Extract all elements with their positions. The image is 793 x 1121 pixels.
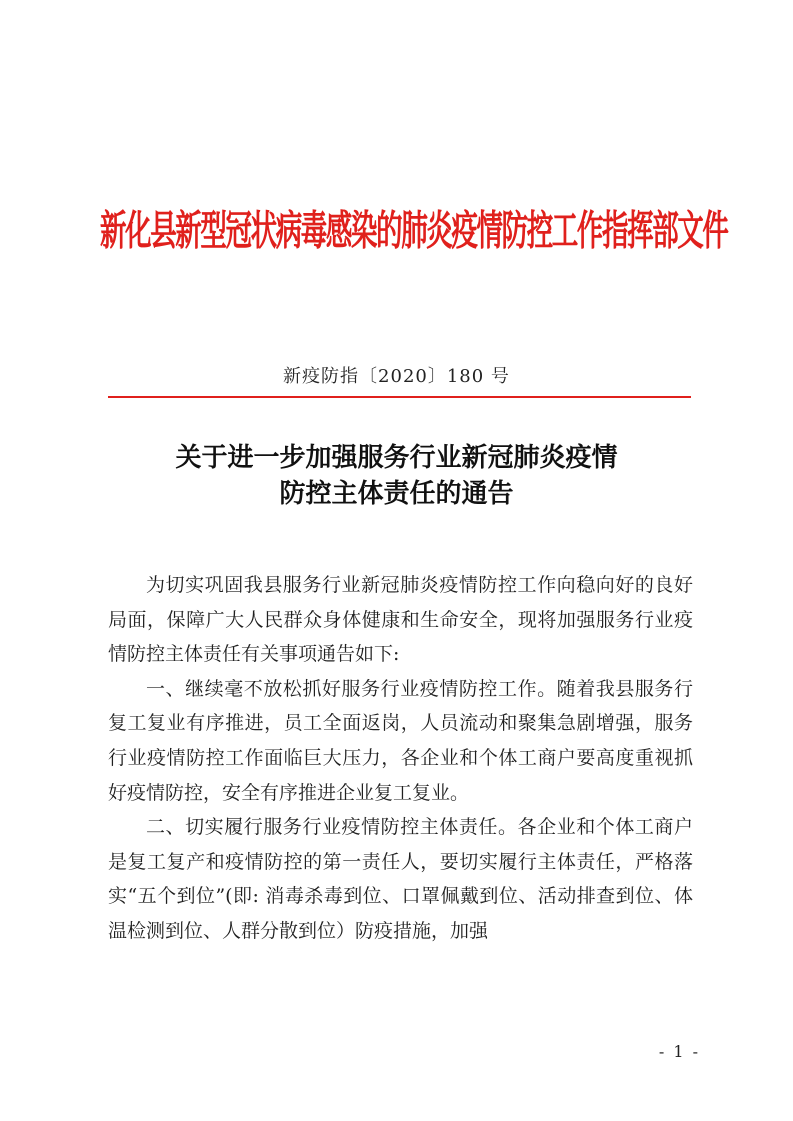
- notice-title-line-2: 防控主体责任的通告: [279, 479, 514, 509]
- red-divider: [108, 396, 691, 398]
- document-number: 新疫防指〔2020〕180 号: [283, 366, 510, 387]
- page-number: - 1 -: [658, 1042, 700, 1061]
- notice-title: [100, 440, 693, 512]
- paragraph-section-1: 一、继续毫不放松抓好服务行业疫情防控工作。随着我县服务行复工复业有序推进，员工全面返岗，人员流动和聚集急剧增强，服务行业疫情防控工作面临巨大压力，各企业和个体工商户要高度重视抓好疫情防控，安全有序推进企业复工复业。: [108, 677, 693, 804]
- paragraph-section-2: 二、切实履行服务行业疫情防控主体责任。各企业和个体工商户是复工复产和疫情防控的第一责任人，要切实履行主体责任，严格落实“五个到位”(即: 消毒杀毒到位、口罩佩戴到位、活动排查到位、体温检测到位、人群分散到位）防疫措施，加强: [108, 816, 693, 942]
- notice-title-line-1: 关于进一步加强服务行业新冠肺炎疫情: [175, 443, 618, 473]
- masthead-title: 新化县新型冠状病毒感染的肺炎疫情防控工作指挥部文件: [100, 207, 728, 256]
- paragraph-intro: 为切实巩固我县服务行业新冠肺炎疫情防控工作向稳向好的良好局面，保障广大人民群众身体健康和生命安全，现将加强服务行业疫情防控主体责任有关事项通告如下:: [108, 574, 693, 666]
- body-text: [108, 568, 693, 949]
